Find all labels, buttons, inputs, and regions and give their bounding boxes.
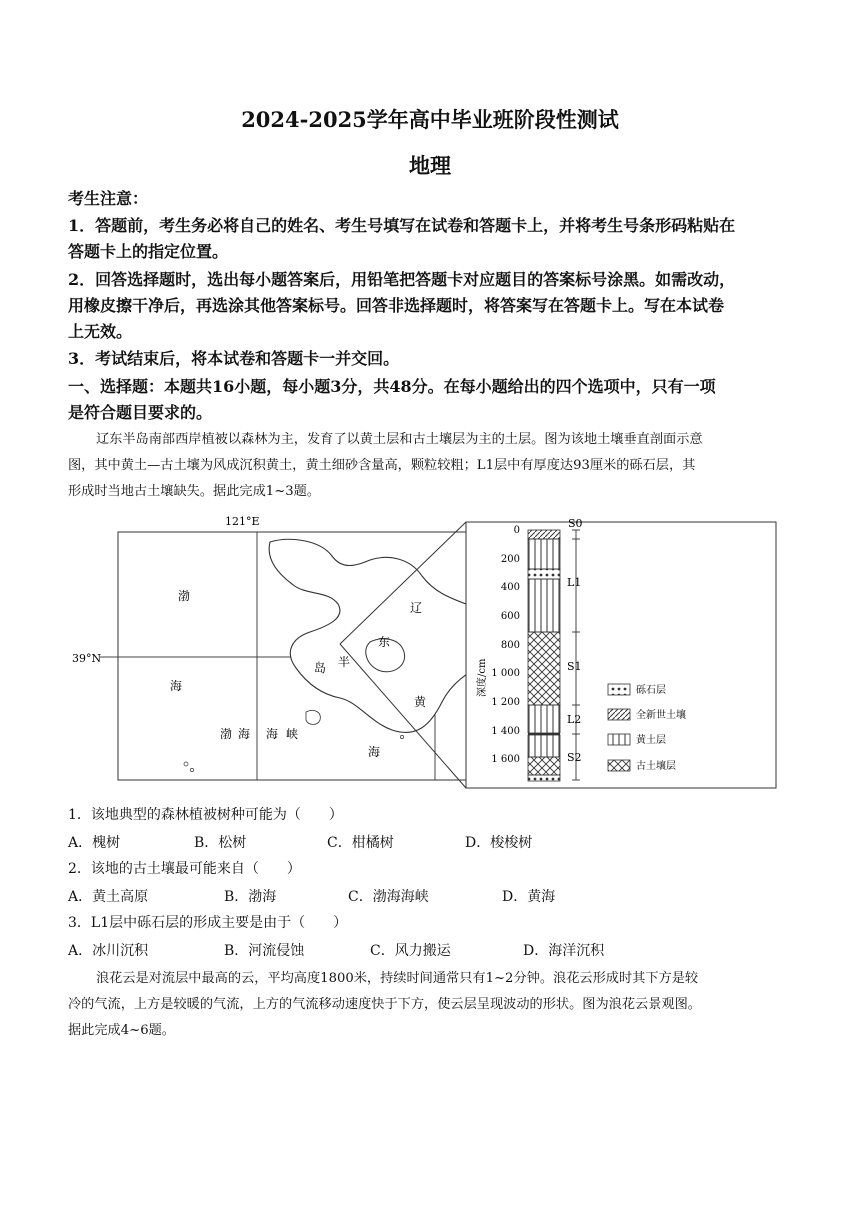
layer-label: L1 bbox=[567, 576, 582, 589]
notice-line: 用橡皮擦干净后，再选涂其他答案标号。回答非选择题时，将答案写在答题卡上。写在本试卷 bbox=[68, 296, 725, 315]
passage-line: 冷的气流，上方是较暖的气流，上方的气流移动速度快于下方，使云层呈现波动的形状。图为浪花云景观图。 bbox=[68, 997, 701, 1012]
question-option[interactable]: C．风力搬运 bbox=[370, 943, 451, 959]
question-stem: 3．L1层中砾石层的形成主要是由于（ ） bbox=[68, 915, 348, 931]
notice-line: 3．考试结束后，将本试卷和答题卡一并交回。 bbox=[68, 349, 400, 368]
question-stem: 2．该地的古土壤最可能来自（ ） bbox=[68, 861, 301, 877]
subject-title: 地理 bbox=[409, 153, 451, 178]
longitude-label: 121°E bbox=[225, 515, 260, 528]
map-label: 辽 bbox=[410, 601, 423, 615]
depth-tick: 1 600 bbox=[491, 754, 520, 765]
legend-label: 黄土层 bbox=[636, 735, 666, 746]
map-label: 渤 bbox=[220, 727, 233, 741]
depth-tick: 400 bbox=[500, 582, 520, 593]
passage-line: 据此完成4~6题。 bbox=[68, 1023, 175, 1038]
map-label: 海 bbox=[238, 727, 251, 741]
depth-tick: 0 bbox=[513, 525, 520, 536]
question-option[interactable]: C．柑橘树 bbox=[327, 835, 394, 851]
notice-heading: 考生注意： bbox=[68, 189, 149, 208]
passage-line: 辽东半岛南部西岸植被以森林为主，发育了以黄土层和古土壤层为主的土层。图为该地土壤垂直剖面示意 bbox=[96, 432, 703, 447]
layer-label: S0 bbox=[568, 517, 583, 530]
depth-tick: 1 200 bbox=[491, 697, 520, 708]
question-stem: 1．该地典型的森林植被树种可能为（ ） bbox=[68, 807, 343, 823]
layer-label: S1 bbox=[567, 660, 582, 673]
question-option[interactable]: B．松树 bbox=[194, 835, 247, 851]
legend-swatch-paleosol bbox=[608, 760, 630, 771]
question-option[interactable]: B．渤海 bbox=[224, 889, 277, 905]
legend-label: 古土壤层 bbox=[636, 761, 676, 772]
legend-label: 砾石层 bbox=[636, 685, 666, 696]
question-option[interactable]: D．黄海 bbox=[502, 889, 556, 905]
question-option[interactable]: A．冰川沉积 bbox=[68, 943, 149, 959]
question-option[interactable]: A．槐树 bbox=[68, 835, 121, 851]
question-option[interactable]: A．黄土高原 bbox=[68, 889, 149, 905]
question-option[interactable]: C．渤海海峡 bbox=[348, 889, 429, 905]
depth-tick: 800 bbox=[500, 640, 520, 651]
question-option[interactable]: B．河流侵蚀 bbox=[224, 943, 305, 959]
map-label: 峡 bbox=[286, 727, 299, 741]
notice-line: 2．回答选择题时，选出每小题答案后，用铅笔把答题卡对应题目的答案标号涂黑。如需改动， bbox=[68, 270, 736, 289]
passage-line: 浪花云是对流层中最高的云，平均高度1800米，持续时间通常只有1~2分钟。浪花云形成时其下方是较 bbox=[96, 971, 699, 986]
section-heading: 是符合题目要求的。 bbox=[68, 403, 213, 422]
depth-tick: 200 bbox=[500, 554, 520, 565]
latitude-label: 39°N bbox=[72, 652, 102, 665]
legend-label: 全新世土壤 bbox=[636, 710, 686, 721]
notice-line: 1．答题前，考生务必将自己的姓名、考生号填写在试卷和答题卡上，并将考生号条形码粘贴在 bbox=[68, 216, 736, 235]
legend-swatch-holocene bbox=[608, 709, 630, 720]
passage-line: 图，其中黄土—古土壤为风成沉积黄土，黄土细砂含量高，颗粒较粗；L1层中有厚度达93厘米的砾石层，其 bbox=[68, 458, 696, 473]
depth-tick: 600 bbox=[500, 611, 520, 622]
notice-line: 答题卡上的指定位置。 bbox=[68, 242, 229, 261]
question-option[interactable]: D．海洋沉积 bbox=[523, 943, 605, 959]
layer-label: L2 bbox=[567, 713, 582, 726]
section-heading: 一、选择题：本题共16小题，每小题3分，共48分。在每小题给出的四个选项中，只有一项 bbox=[68, 377, 716, 396]
map-label: 渤 bbox=[178, 589, 191, 603]
legend-swatch-gravel bbox=[608, 684, 630, 695]
map-label: 东 bbox=[378, 635, 391, 649]
map-label: 半 bbox=[338, 655, 351, 669]
figure-map-profile bbox=[70, 512, 780, 796]
map-label: 岛 bbox=[314, 661, 327, 675]
legend-swatch-loess bbox=[608, 734, 630, 745]
passage-line: 形成时当地古土壤缺失。据此完成1~3题。 bbox=[68, 484, 321, 499]
depth-tick: 1 400 bbox=[491, 726, 520, 737]
map-label: 黄 bbox=[414, 695, 427, 709]
notice-line: 上无效。 bbox=[68, 322, 133, 341]
map-label: 海 bbox=[170, 679, 183, 693]
depth-axis-label: 深度/cm bbox=[477, 658, 488, 697]
soil-column bbox=[528, 530, 560, 781]
exam-title: 2024-2025学年高中毕业班阶段性测试 bbox=[241, 107, 619, 132]
map-label: 海 bbox=[266, 727, 279, 741]
map-label: 海 bbox=[368, 745, 381, 759]
depth-tick: 1 000 bbox=[491, 668, 520, 679]
layer-label: S2 bbox=[567, 751, 582, 764]
question-option[interactable]: D．梭梭树 bbox=[465, 835, 533, 851]
